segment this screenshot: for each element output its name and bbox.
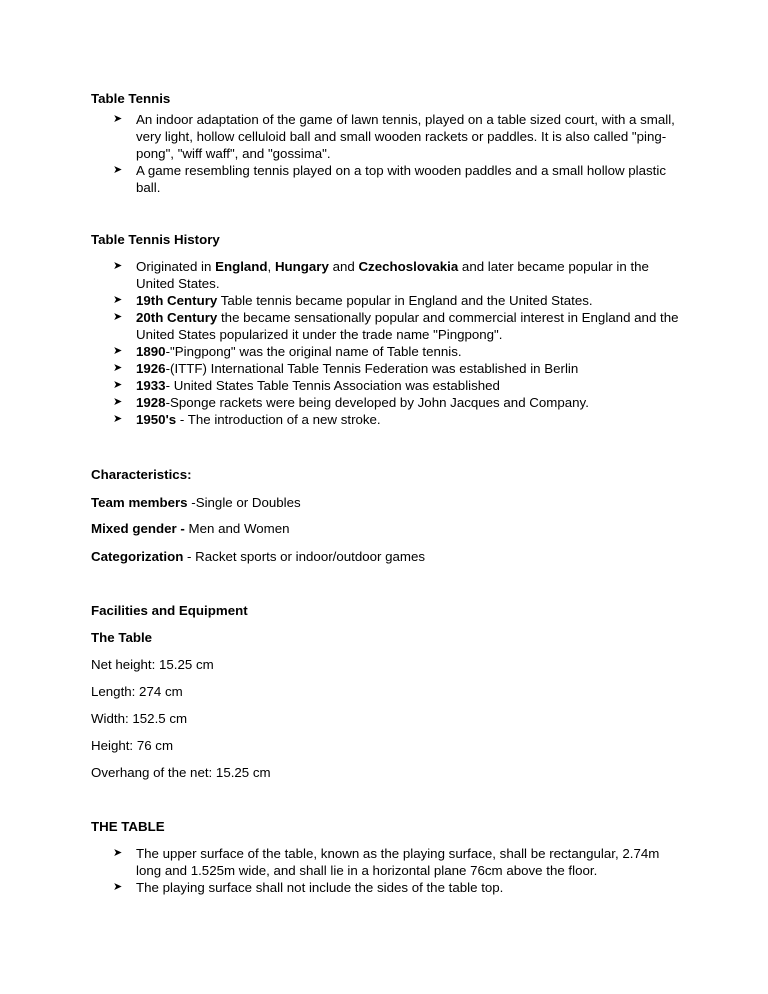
spec-length: Length: 274 cm: [91, 684, 183, 699]
characteristic-mixed-gender: Mixed gender - Men and Women: [91, 521, 290, 536]
spec-height: Height: 76 cm: [91, 738, 174, 753]
list-item: ➤ 1928-Sponge rackets were being developed by John Jacques and Company.: [113, 395, 589, 410]
list-item: ➤ Originated in England, Hungary and Czechoslovakia and later became popular in the United States.: [113, 259, 649, 291]
list-item: ➤ 1890-"Pingpong" was the original name of Table tennis.: [113, 344, 462, 359]
spec-width: Width: 152.5 cm: [91, 711, 188, 726]
arrowhead-bullet-icon: ➤: [113, 881, 123, 893]
list-item: ➤ 1933- United States Table Tennis Association was established: [113, 378, 500, 393]
arrowhead-bullet-icon: ➤: [113, 413, 123, 425]
arrowhead-bullet-icon: ➤: [113, 362, 123, 374]
characteristic-team-members: Team members -Single or Doubles: [91, 495, 301, 510]
arrowhead-bullet-icon: ➤: [113, 847, 123, 859]
list-item: ➤ 1950's - The introduction of a new stroke.: [113, 412, 381, 427]
heading-facilities: Facilities and Equipment: [91, 603, 248, 618]
arrowhead-bullet-icon: ➤: [113, 379, 123, 391]
list-item: ➤ A game resembling tennis played on a top with wooden paddles and a small hollow plastic ball.: [113, 163, 666, 195]
list-item: ➤ An indoor adaptation of the game of lawn tennis, played on a table sized court, with a small, very light, hollow celluloid ball and small wooden rackets or paddles. It is also called "ping-pong", "wiff waff", and "gossima".: [113, 112, 675, 161]
arrowhead-bullet-icon: ➤: [113, 164, 123, 176]
subheading-the-table: The Table: [91, 630, 153, 645]
spec-net-height: Net height: 15.25 cm: [91, 657, 214, 672]
characteristic-categorization: Categorization - Racket sports or indoor/outdoor games: [91, 549, 426, 564]
list-item: ➤ The upper surface of the table, known as the playing surface, shall be rectangular, 2.74m long and 1.525m wide, and shall lie in a horizontal plane 76cm above the floor.: [113, 846, 660, 878]
table-rules-bullet-list: [0, 845, 768, 896]
arrowhead-bullet-icon: ➤: [113, 345, 123, 357]
arrowhead-bullet-icon: ➤: [113, 294, 123, 306]
arrowhead-bullet-icon: ➤: [113, 113, 123, 125]
arrowhead-bullet-icon: ➤: [113, 396, 123, 408]
intro-bullet-list: [0, 111, 768, 196]
heading-the-table: THE TABLE: [91, 819, 165, 834]
heading-table-tennis: Table Tennis: [91, 91, 171, 106]
arrowhead-bullet-icon: ➤: [113, 260, 123, 272]
list-item: ➤ 20th Century the became sensationally popular and commercial interest in England and the United States popularized it under the trade name "Pingpong".: [113, 310, 679, 342]
list-item: ➤ The playing surface shall not include the sides of the table top.: [113, 880, 504, 895]
arrowhead-bullet-icon: ➤: [113, 311, 123, 323]
heading-history: Table Tennis History: [91, 232, 220, 247]
heading-characteristics: Characteristics:: [91, 467, 192, 482]
list-item: ➤ 1926-(ITTF) International Table Tennis Federation was established in Berlin: [113, 361, 579, 376]
spec-overhang: Overhang of the net: 15.25 cm: [91, 765, 271, 780]
list-item: ➤ 19th Century Table tennis became popular in England and the United States.: [113, 293, 593, 308]
history-bullet-list: [0, 258, 768, 428]
